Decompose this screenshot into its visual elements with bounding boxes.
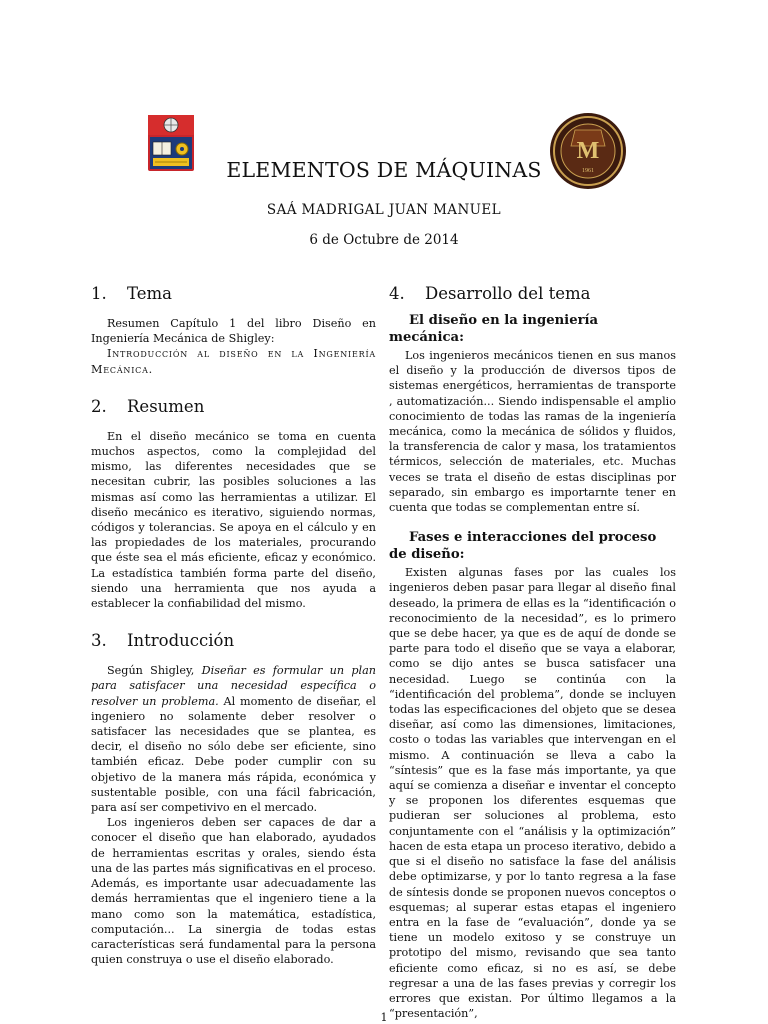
section-title: Desarrollo del tema [425, 284, 591, 303]
section-title: Resumen [127, 396, 205, 416]
paper-date: 6 de Octubre de 2014 [309, 232, 459, 248]
section-heading [91, 284, 376, 303]
section-heading [91, 631, 376, 650]
section-heading [389, 284, 676, 303]
section-number: 4. [389, 284, 405, 303]
paper-title: ELEMENTOS DE MÁQUINAS [226, 158, 542, 182]
right-column [389, 284, 676, 1021]
shigley-definition: Diseñar es formular un plan para satisfacer una necesidad específica o resolver un problema. [91, 664, 376, 708]
introduccion-paragraph-1 [91, 663, 376, 815]
section-introduccion [91, 631, 376, 967]
section-desarrollo [389, 284, 676, 1021]
section-title: Introducción [127, 631, 235, 651]
section-heading [91, 397, 376, 416]
subsection-heading: El diseño en la ingeniería mecánica: [389, 313, 599, 345]
subsection-2-text: Existen algunas fases por las cuales los ingenieros deben pasar para llegar al diseño final deseado, la primera de ellas es la “identificación o reconocimiento de la necesidad”, es lo primero que se debe hacer, ya que es de aquí de donde se parte para todo el diseño que se vaya a elaborar, como se dijo antes se busca satisfacer una necesidad. Luego se continúa con la “identificación del problema”, donde se incluyen todas las especificaciones del objeto que se desea diseñar, así como las dimensiones, limitaciones, costo o todas las variables que intervengan en el mismo. A continuación se lleva a cabo la “síntesis” que es la fase más importante, ya que aquí se comienza a diseñar e inventar el concepto y se proponen los diferentes esquemas que pudieran ser soluciones al problema, esto conjuntamente con el “análisis y la optimización” hacen de esta etapa un proceso iterativo, debido a que si el diseño no satisface la fase del análisis debe optimizarse, y por lo tanto regresa a la fase de síntesis donde se proponen nuevos conceptos o esquemas; al superar estas etapas el ingeniero entra en la fase de “evaluación”, donde ya se tiene un modelo exitoso y se construye un prototipo del mismo, revisando que sea tanto eficiente como eficaz, si no es así, se debe regresar a una de las fases previas y corregir los errores que existan. Por último llegamos a la “presentación”, [389, 566, 676, 1021]
section-resumen [91, 397, 376, 611]
subsection-heading: Fases e interacciones del proceso de diseño: [389, 530, 657, 563]
introduccion-paragraph-2: Los ingenieros deben ser capaces de dar a conocer el diseño que han elaborado, ayudados de herramientas escritas y orales, siendo ésta una de las partes más significativas en el proceso. Además, es importante usar adecuadamente las demás herramientas que el ingeniero tiene a la mano como son la matemática, estadística, computación... La sinergia de todas estas características será fundamental para la persona quien construya o use el diseño elaborado. [91, 816, 376, 967]
seal-year: 1961 [582, 168, 594, 174]
page-number: 1 [380, 1011, 388, 1024]
paper-author: SAÁ MADRIGAL JUAN MANUEL [266, 202, 502, 218]
intro-lead: Según Shigley, [107, 664, 202, 678]
subsection-1-text: Los ingenieros mecánicos tienen en sus manos el diseño y la producción de diversos tipos de sistemas energéticos, herramientas de transporte , automatización... Siendo indispensable el amplio conocimiento de todas las ramas de la ingeniería mecánica, como la mecánica de sólidos y fluidos, la transferencia de calor y masa, los tratamientos térmicos, selección de materiales, etc. Muchas veces se trata el diseño de estas disciplinas por separado, sin embargo es importarnte tener en cuenta que todas se complementan entre sí. [389, 349, 676, 515]
tema-chapter-title: Introducción al diseño en la Ingeniería Mecánica. [91, 347, 376, 376]
seal-letter: M [576, 138, 600, 164]
section-number: 3. [91, 631, 107, 651]
section-title: Tema [127, 284, 172, 303]
tema-text: Resumen Capítulo 1 del libro Diseño en Ingeniería Mecánica de Shigley: [91, 317, 376, 346]
section-tema [91, 284, 376, 377]
section-number: 2. [91, 396, 107, 416]
section-number: 1. [91, 284, 107, 303]
resumen-text: En el diseño mecánico se toma en cuenta muchos aspectos, como la complejidad del mismo, las diferentes necesidades que se necesitan cubrir, las posibles soluciones a las mismas así como las herramientas a utilizar. El diseño mecánico es iterativo, siguiendo normas, códigos y tolerancias. Se apoya en el cálculo y en las propiedades de los materiales, procurando que éste sea el más eficiente, eficaz y económico. La estadística también forma parte del diseño, siendo una herramienta que nos ayuda a establecer la confiabilidad del mismo. [91, 429, 376, 611]
intro-continuation: Al momento de diseñar, el ingeniero no solamente deber resolver o satisfacer las necesidades que se plantea, es decir, el diseño no sólo debe ser eficiente, sino también eficaz. Debe poder cumplir con su objetivo de la manera más rápida, económica y sustentable posible, con una fácil fabricación, para así ser competivivo en el mercado. [91, 694, 376, 815]
left-column [91, 284, 376, 967]
